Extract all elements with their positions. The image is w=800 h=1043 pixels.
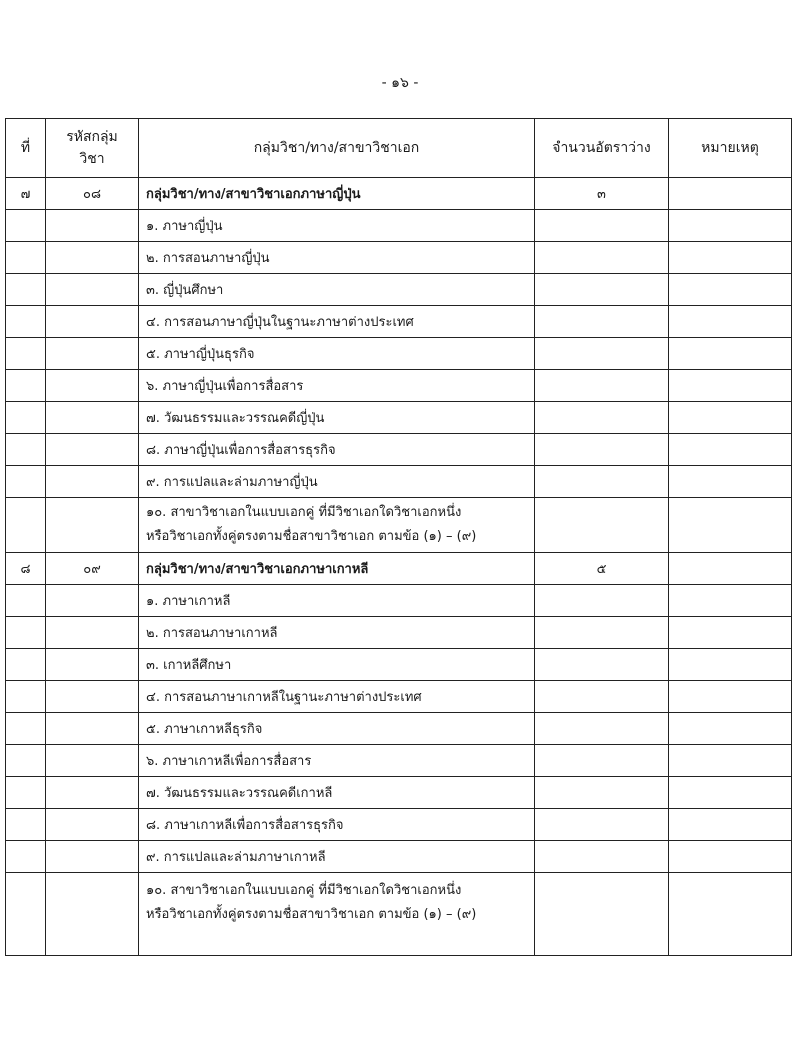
major-item-line1: ๑๐. สาขาวิชาเอกในแบบเอกคู่ ที่มีวิชาเอกใดวิชาเอกหนึ่ง (146, 505, 462, 520)
header-remarks: หมายเหตุ (669, 119, 792, 178)
header-vacancies: จำนวนอัตราว่าง (535, 119, 669, 178)
table-row (6, 873, 792, 956)
major-item: ๑. ภาษาญี่ปุ่น (139, 210, 535, 242)
table-row (6, 777, 792, 809)
table-row (6, 498, 792, 553)
table-row (6, 370, 792, 402)
table-row (6, 745, 792, 777)
table-row (6, 338, 792, 370)
table-row (6, 434, 792, 466)
header-no: ที่ (6, 119, 46, 178)
group-remarks (669, 553, 792, 585)
major-item: ๙. การแปลและล่ามภาษาเกาหลี (139, 841, 535, 873)
major-item: ๗. วัฒนธรรมและวรรณคดีญี่ปุ่น (139, 402, 535, 434)
table-row (6, 841, 792, 873)
group-row-japanese (6, 178, 792, 210)
major-item-double (139, 873, 535, 956)
table-row (6, 585, 792, 617)
table-row (6, 649, 792, 681)
major-item: ๘. ภาษาเกาหลีเพื่อการสื่อสารธุรกิจ (139, 809, 535, 841)
table-row (6, 306, 792, 338)
table-row (6, 617, 792, 649)
table-header-row (6, 119, 792, 178)
header-name: กลุ่มวิชา/ทาง/สาขาวิชาเอก (139, 119, 535, 178)
group-code: ๐๘ (46, 178, 139, 210)
group-vacancies: ๓ (535, 178, 669, 210)
group-remarks (669, 178, 792, 210)
major-item: ๓. ญี่ปุ่นศึกษา (139, 274, 535, 306)
group-title: กลุ่มวิชา/ทาง/สาขาวิชาเอกภาษาญี่ปุ่น (139, 178, 535, 210)
major-item: ๕. ภาษาเกาหลีธุรกิจ (139, 713, 535, 745)
major-item-line2: หรือวิชาเอกทั้งคู่ตรงตามชื่อสาขาวิชาเอก ตามข้อ (๑) – (๙) (146, 529, 477, 544)
major-item: ๔. การสอนภาษาญี่ปุ่นในฐานะภาษาต่างประเทศ (139, 306, 535, 338)
major-item-line2: หรือวิชาเอกทั้งคู่ตรงตามชื่อสาขาวิชาเอก ตามข้อ (๑) – (๙) (146, 907, 477, 922)
table-row (6, 242, 792, 274)
table-row (6, 713, 792, 745)
table-row (6, 681, 792, 713)
major-item: ๖. ภาษาญี่ปุ่นเพื่อการสื่อสาร (139, 370, 535, 402)
table-row (6, 274, 792, 306)
major-item: ๒. การสอนภาษาญี่ปุ่น (139, 242, 535, 274)
group-row-korean (6, 553, 792, 585)
vacancy-table (5, 118, 792, 956)
major-item: ๒. การสอนภาษาเกาหลี (139, 617, 535, 649)
table-row (6, 402, 792, 434)
major-item-double (139, 498, 535, 553)
major-item: ๙. การแปลและล่ามภาษาญี่ปุ่น (139, 466, 535, 498)
major-item: ๑. ภาษาเกาหลี (139, 585, 535, 617)
major-item: ๖. ภาษาเกาหลีเพื่อการสื่อสาร (139, 745, 535, 777)
major-item: ๓. เกาหลีศึกษา (139, 649, 535, 681)
group-vacancies: ๕ (535, 553, 669, 585)
major-item: ๗. วัฒนธรรมและวรรณคดีเกาหลี (139, 777, 535, 809)
page-number: - ๑๖ - (381, 75, 419, 91)
major-item: ๕. ภาษาญี่ปุ่นธุรกิจ (139, 338, 535, 370)
major-item-line1: ๑๐. สาขาวิชาเอกในแบบเอกคู่ ที่มีวิชาเอกใดวิชาเอกหนึ่ง (146, 883, 462, 898)
table-row (6, 466, 792, 498)
group-no: ๗ (6, 178, 46, 210)
table-row (6, 210, 792, 242)
group-no: ๘ (6, 553, 46, 585)
group-title: กลุ่มวิชา/ทาง/สาขาวิชาเอกภาษาเกาหลี (139, 553, 535, 585)
header-code: รหัสกลุ่ม วิชา (46, 119, 139, 178)
table-row (6, 809, 792, 841)
major-item: ๔. การสอนภาษาเกาหลีในฐานะภาษาต่างประเทศ (139, 681, 535, 713)
group-code: ๐๙ (46, 553, 139, 585)
major-item: ๘. ภาษาญี่ปุ่นเพื่อการสื่อสารธุรกิจ (139, 434, 535, 466)
